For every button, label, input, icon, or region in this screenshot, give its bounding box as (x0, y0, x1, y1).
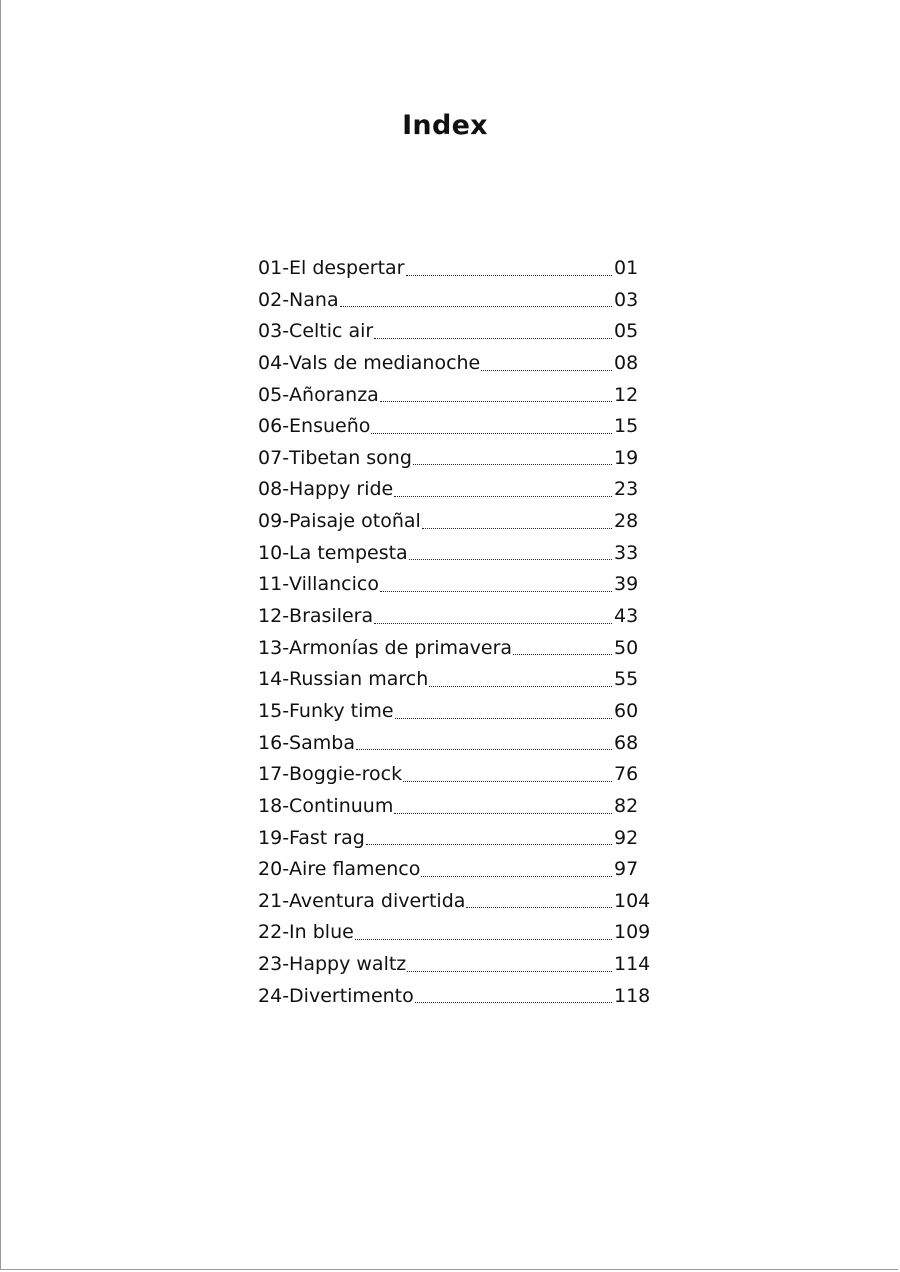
toc-entry-title: Villancico (289, 573, 379, 596)
toc-entry-title: Tibetan song (289, 446, 412, 469)
toc-entry-page: 39 (614, 573, 639, 596)
toc-entry (258, 253, 654, 285)
toc-entry-number: 10 (258, 541, 283, 564)
toc-entry-page: 05 (614, 320, 639, 343)
toc-entry-separator: - (282, 605, 290, 628)
toc-entry-separator: - (282, 699, 290, 722)
toc-entry (258, 285, 654, 317)
toc-entry-number: 17 (258, 763, 283, 786)
toc-entry-separator: - (282, 731, 290, 754)
toc-entry-number: 12 (258, 605, 283, 628)
toc-entry (258, 316, 654, 348)
toc-leader-dots (371, 432, 612, 434)
toc-entry-separator: - (282, 257, 290, 279)
toc-leader-dots (481, 369, 612, 371)
toc-leader-dots (415, 1001, 612, 1003)
toc-entry-page: 55 (614, 668, 639, 691)
toc-entry-title: Paisaje otoñal (289, 510, 421, 533)
toc-leader-dots (409, 558, 612, 560)
toc-entry (258, 854, 654, 886)
toc-leader-dots (413, 463, 612, 465)
page-title: Index (402, 110, 488, 141)
toc-entry (258, 601, 654, 633)
toc-entry-number: 15 (258, 699, 283, 722)
toc-leader-dots (403, 780, 612, 782)
toc-entry-number: 06 (258, 415, 283, 438)
toc-entry-title: Continuum (289, 794, 394, 817)
toc-entry-page: 76 (614, 763, 639, 786)
toc-entry-page: 15 (614, 415, 639, 438)
toc-entry-page: 28 (614, 510, 639, 533)
toc-entry (258, 696, 654, 728)
toc-entry-separator: - (282, 826, 290, 849)
toc-entry-page: 114 (614, 953, 651, 976)
toc-entry-separator: - (282, 510, 290, 533)
toc-entry-separator: - (282, 320, 290, 343)
toc-entry-title: Armonías de primavera (289, 636, 513, 659)
toc-entry-title: Nana (289, 288, 339, 311)
toc-entry (258, 949, 654, 981)
toc-entry-separator: - (282, 984, 290, 1007)
toc-entry-number: 04 (258, 351, 283, 374)
toc-entry-number: 05 (258, 383, 283, 406)
toc-entry-separator: - (282, 573, 290, 596)
toc-entry-number: 11 (258, 573, 283, 596)
toc-entry-number: 07 (258, 446, 283, 469)
toc-entry (258, 728, 654, 760)
toc-entry-page: 12 (614, 383, 639, 406)
toc-leader-dots (366, 843, 612, 845)
toc-entry (258, 886, 654, 918)
toc-entry-title: Aventura divertida (289, 889, 466, 912)
toc-entry-separator: - (282, 921, 290, 944)
toc-entry-title: Happy ride (289, 478, 394, 501)
toc-entry-separator: - (282, 889, 290, 912)
toc-entry (258, 411, 654, 443)
toc-entry-separator: - (282, 541, 290, 564)
toc-leader-dots (406, 274, 613, 276)
toc-entry-separator: - (282, 446, 290, 469)
toc-entry-page: 118 (614, 984, 651, 1007)
toc-entry-title: Vals de medianoche (289, 351, 481, 374)
toc-entry (258, 917, 654, 949)
toc-entry-number: 02 (258, 288, 283, 311)
toc-entry (258, 759, 654, 791)
toc-leader-dots (466, 906, 612, 908)
toc-leader-dots (421, 875, 612, 877)
toc-entry-page: 97 (614, 858, 639, 881)
toc-entry-title: La tempesta (289, 541, 408, 564)
toc-leader-dots (513, 653, 612, 655)
toc-entry-title: Añoranza (289, 383, 379, 406)
toc-entry (258, 506, 654, 538)
toc-entry-number: 24 (258, 984, 283, 1007)
toc-entry (258, 981, 654, 1013)
toc-leader-dots (394, 812, 612, 814)
toc-entry-separator: - (282, 478, 290, 501)
toc-entry-page: 43 (614, 605, 639, 628)
toc-entry-page: 68 (614, 731, 639, 754)
toc-entry-separator: - (282, 636, 290, 659)
toc-leader-dots (356, 748, 612, 750)
toc-leader-dots (429, 685, 612, 687)
toc-entry-title: Samba (289, 731, 355, 754)
toc-entry-title: Divertimento (289, 984, 414, 1007)
toc-entry (258, 538, 654, 570)
toc-entry-page: 33 (614, 541, 639, 564)
toc-entry-number: 08 (258, 478, 283, 501)
toc-entry-title: Aire flamenco (289, 858, 421, 881)
toc-entry-title: Celtic air (289, 320, 374, 343)
toc-entry-number: 21 (258, 889, 283, 912)
toc-entry (258, 664, 654, 696)
toc-entry-separator: - (282, 288, 290, 311)
toc-entry-number: 16 (258, 731, 283, 754)
toc-leader-dots (380, 590, 612, 592)
toc-entry-number: 09 (258, 510, 283, 533)
toc-leader-dots (422, 527, 612, 529)
table-of-contents (258, 253, 654, 1012)
toc-entry (258, 348, 654, 380)
toc-entry-separator: - (282, 383, 290, 406)
toc-entry-number: 23 (258, 953, 283, 976)
toc-entry (258, 633, 654, 665)
toc-entry-page: 50 (614, 636, 639, 659)
toc-entry-page: 01 (614, 257, 639, 279)
toc-entry-separator: - (282, 794, 290, 817)
toc-leader-dots (394, 495, 612, 497)
toc-entry-page: 104 (614, 889, 651, 912)
toc-leader-dots (407, 970, 612, 972)
toc-entry-separator: - (282, 858, 290, 881)
toc-entry-number: 19 (258, 826, 283, 849)
toc-entry-page: 19 (614, 446, 639, 469)
toc-entry-separator: - (282, 953, 290, 976)
toc-leader-dots (340, 305, 612, 307)
toc-entry-title: El despertar (289, 257, 405, 279)
toc-entry-title: In blue (289, 921, 354, 944)
toc-entry-page: 109 (614, 921, 651, 944)
toc-leader-dots (355, 938, 612, 940)
toc-leader-dots (374, 622, 612, 624)
toc-entry-page: 23 (614, 478, 639, 501)
toc-entry (258, 380, 654, 412)
toc-leader-dots (374, 337, 612, 339)
toc-entry-page: 60 (614, 699, 639, 722)
toc-entry-title: Russian march (289, 668, 429, 691)
toc-entry-separator: - (282, 351, 290, 374)
toc-entry-separator: - (282, 668, 290, 691)
toc-entry-page: 03 (614, 288, 639, 311)
toc-entry-number: 03 (258, 320, 283, 343)
toc-leader-dots (380, 400, 612, 402)
toc-entry (258, 569, 654, 601)
toc-entry (258, 474, 654, 506)
toc-entry-title: Happy waltz (289, 953, 407, 976)
toc-entry-title: Brasilera (289, 605, 374, 628)
toc-entry-number: 18 (258, 794, 283, 817)
toc-entry-number: 01 (258, 257, 283, 279)
toc-entry (258, 823, 654, 855)
toc-entry-separator: - (282, 763, 290, 786)
toc-entry-number: 20 (258, 858, 283, 881)
toc-entry-number: 22 (258, 921, 283, 944)
toc-entry-number: 13 (258, 636, 283, 659)
toc-entry (258, 791, 654, 823)
toc-leader-dots (395, 717, 612, 719)
toc-entry-page: 82 (614, 794, 639, 817)
toc-entry-title: Boggie-rock (289, 763, 403, 786)
toc-entry-page: 92 (614, 826, 639, 849)
toc-entry-title: Fast rag (289, 826, 365, 849)
toc-entry-title: Ensueño (289, 415, 371, 438)
toc-entry-title: Funky time (289, 699, 394, 722)
toc-entry-number: 14 (258, 668, 283, 691)
toc-entry-page: 08 (614, 351, 639, 374)
toc-entry (258, 443, 654, 475)
toc-entry-separator: - (282, 415, 290, 438)
